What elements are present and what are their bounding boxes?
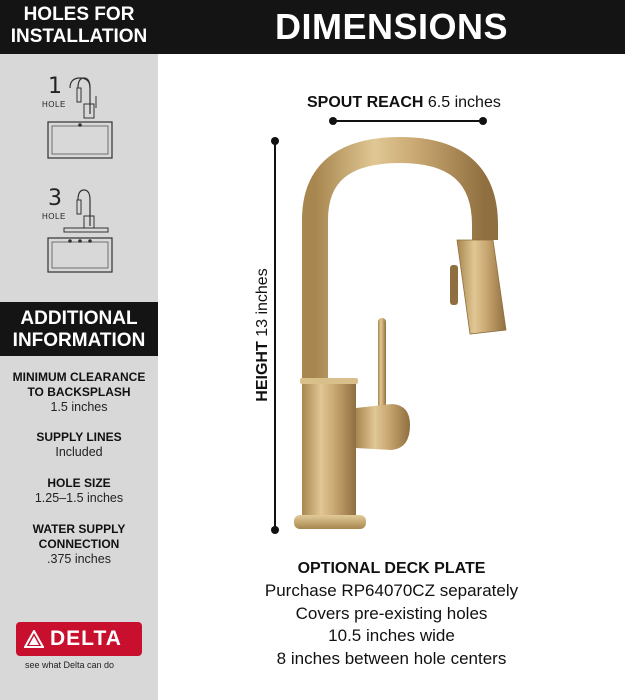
info-title-line: WATER SUPPLY (32, 522, 126, 536)
optional-deck-plate (158, 558, 625, 670)
height-title: HEIGHT (254, 341, 271, 402)
faucet-sprayer (457, 240, 506, 334)
info-title-line: HOLE SIZE (47, 476, 111, 490)
additional-header-line-2: INFORMATION (12, 330, 146, 351)
sprayer-button-icon (450, 265, 458, 305)
three-hole-label: HOLE (42, 212, 66, 221)
deck-plate-line: 10.5 inches wide (328, 626, 455, 645)
height-value: 13 inches (254, 268, 271, 337)
spout-reach-title: SPOUT REACH (307, 94, 424, 111)
info-value: Included (55, 445, 103, 459)
info-value: 1.25–1.5 inches (34, 491, 124, 505)
faucet-handle-base (356, 404, 410, 450)
additional-header-line-1: ADDITIONAL (20, 308, 138, 329)
faucet-handle-lever (378, 318, 386, 414)
faucet-spout (315, 150, 485, 385)
delta-tagline: see what Delta can do (25, 660, 115, 670)
faucet-base (294, 515, 366, 529)
spout-reach-value: 6.5 inches (427, 94, 501, 111)
one-hole-label: HOLE (42, 100, 66, 109)
info-title-line: MINIMUM CLEARANCE (12, 370, 146, 384)
deck-plate-line: Purchase RP64070CZ separately (264, 581, 519, 600)
deck-plate-line: Covers pre-existing holes (295, 603, 488, 623)
info-title-line: SUPPLY LINES (36, 430, 122, 444)
one-hole-number: 1 (48, 74, 62, 99)
delta-logo (16, 622, 142, 656)
info-value: 1.5 inches (50, 400, 108, 414)
holes-header-line-2: INSTALLATION (10, 26, 148, 47)
info-title-line: CONNECTION (38, 537, 120, 551)
spout-reach-dimension-line (329, 117, 487, 125)
page-title: DIMENSIONS (274, 6, 509, 47)
holes-header-line-1: HOLES FOR (23, 4, 135, 25)
three-hole-number: 3 (48, 186, 62, 211)
deck-plate-line: 8 inches between hole centers (276, 648, 507, 668)
delta-wordmark: DELTA (50, 627, 122, 650)
deck-plate-title: OPTIONAL DECK PLATE (297, 560, 486, 577)
faucet-body (302, 380, 356, 520)
info-title-line: TO BACKSPLASH (27, 385, 131, 399)
delta-triangle-icon (24, 630, 44, 648)
height-dimension-line (271, 137, 279, 534)
info-value: .375 inches (47, 552, 111, 566)
